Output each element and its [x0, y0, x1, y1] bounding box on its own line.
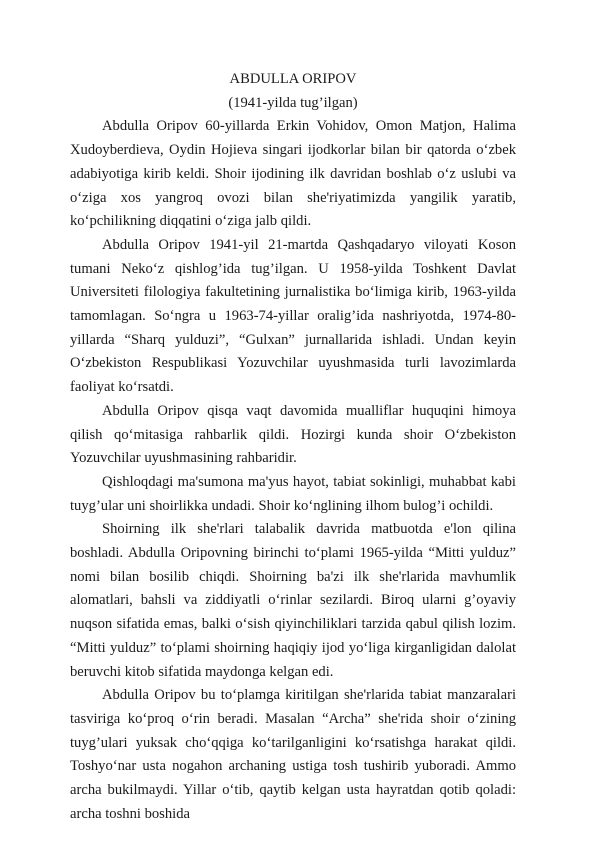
paragraph-4: Qishloqdagi ma'sumona ma'yus hayot, tabiat sokinligi, muhabbat kabi tuyg’ular uni shoirlikka undadi. Shoir ko‘nglining ilhom bulog’i ochildi. [70, 473, 516, 514]
paragraph-5: Shoirning ilk she'rlari talabalik davrida matbuotda e'lon qilina boshladi. Abdulla Oripovning birinchi to‘plami 1965-yilda “Mitti yulduz” nomi bilan bosilib chiqdi. Shoirning ba'zi ilk she'rlarida mavhumlik alomatlari, bahsli va ziddiyatli o‘rinlar sezilardi. Biroq ularni g’oyaviy nuqson sifatida emas, balki o‘sish qiyinchiliklari tarzida qabul qilish lozim. “Mitti yulduz” to‘plami shoirning haqiqiy ijod yo‘liga kirganligidan dalolat beruvchi kitob sifatida maydonga kelgan edi. [70, 521, 516, 680]
paragraph-2: Abdulla Oripov 1941-yil 21-martda Qashqadaryo viloyati Koson tumani Neko‘z qishlog’ida tug’ilgan. U 1958-yilda Toshkent Davlat Universiteti filologiya fakultetining jurnalistika bo‘limiga kirib, 1963-yilda tamomlagan. So‘ngra u 1963-74-yillar oralig’ida nashriyotda, 1974-80-yillarda “Sharq yulduzi”, “Gulxan” jurnallarida ishladi. Undan keyin O‘zbekiston Respublikasi Yozuvchilar uyushmasida turli lavozimlarda faoliyat ko‘rsatdi. [70, 236, 516, 396]
paragraph-1: Abdulla Oripov 60-yillarda Erkin Vohidov, Omon Matjon, Halima Xudoyberdieva, Oydin Hojieva singari ijodkorlar bilan bir qatorda o‘zbek adabiyotiga kirib keldi. Shoir ijodining ilk davridan boshlab o‘z uslubi va o‘ziga xos yangroq ovozi bilan she'riyatimizda yangilik yaratib, ko‘pchilikning diqqatini o‘ziga jalb qildi. [70, 118, 516, 230]
paragraph-3: Abdulla Oripov qisqa vaqt davomida mualliflar huquqini himoya qilish qo‘mitasiga rahbarlik qildi. Hozirgi kunda shoir O‘zbekiston Yozuvchilar uyushmasining rahbaridir. [70, 402, 516, 467]
page-subtitle: (1941-yilda tug’ilgan) [228, 94, 358, 111]
paragraph-6: Abdulla Oripov bu to‘plamga kiritilgan she'rlarida tabiat manzaralari tasviriga ko‘proq o‘rin beradi. Masalan “Archa” she'rida shoir o‘zining tuyg’ulari yuksak cho‘qqiga ko‘tarilganligini ko‘rsatishga harakat qildi. Toshyo‘nar usta nogahon archaning ustiga tosh tushirib yuboradi. Ammo archa bukilmaydi. Yillar o‘tib, qaytib kelgan usta hayratdan qotib qoladi: archa toshni boshida [70, 687, 516, 822]
page-title: ABDULLA ORIPOV [229, 71, 357, 87]
